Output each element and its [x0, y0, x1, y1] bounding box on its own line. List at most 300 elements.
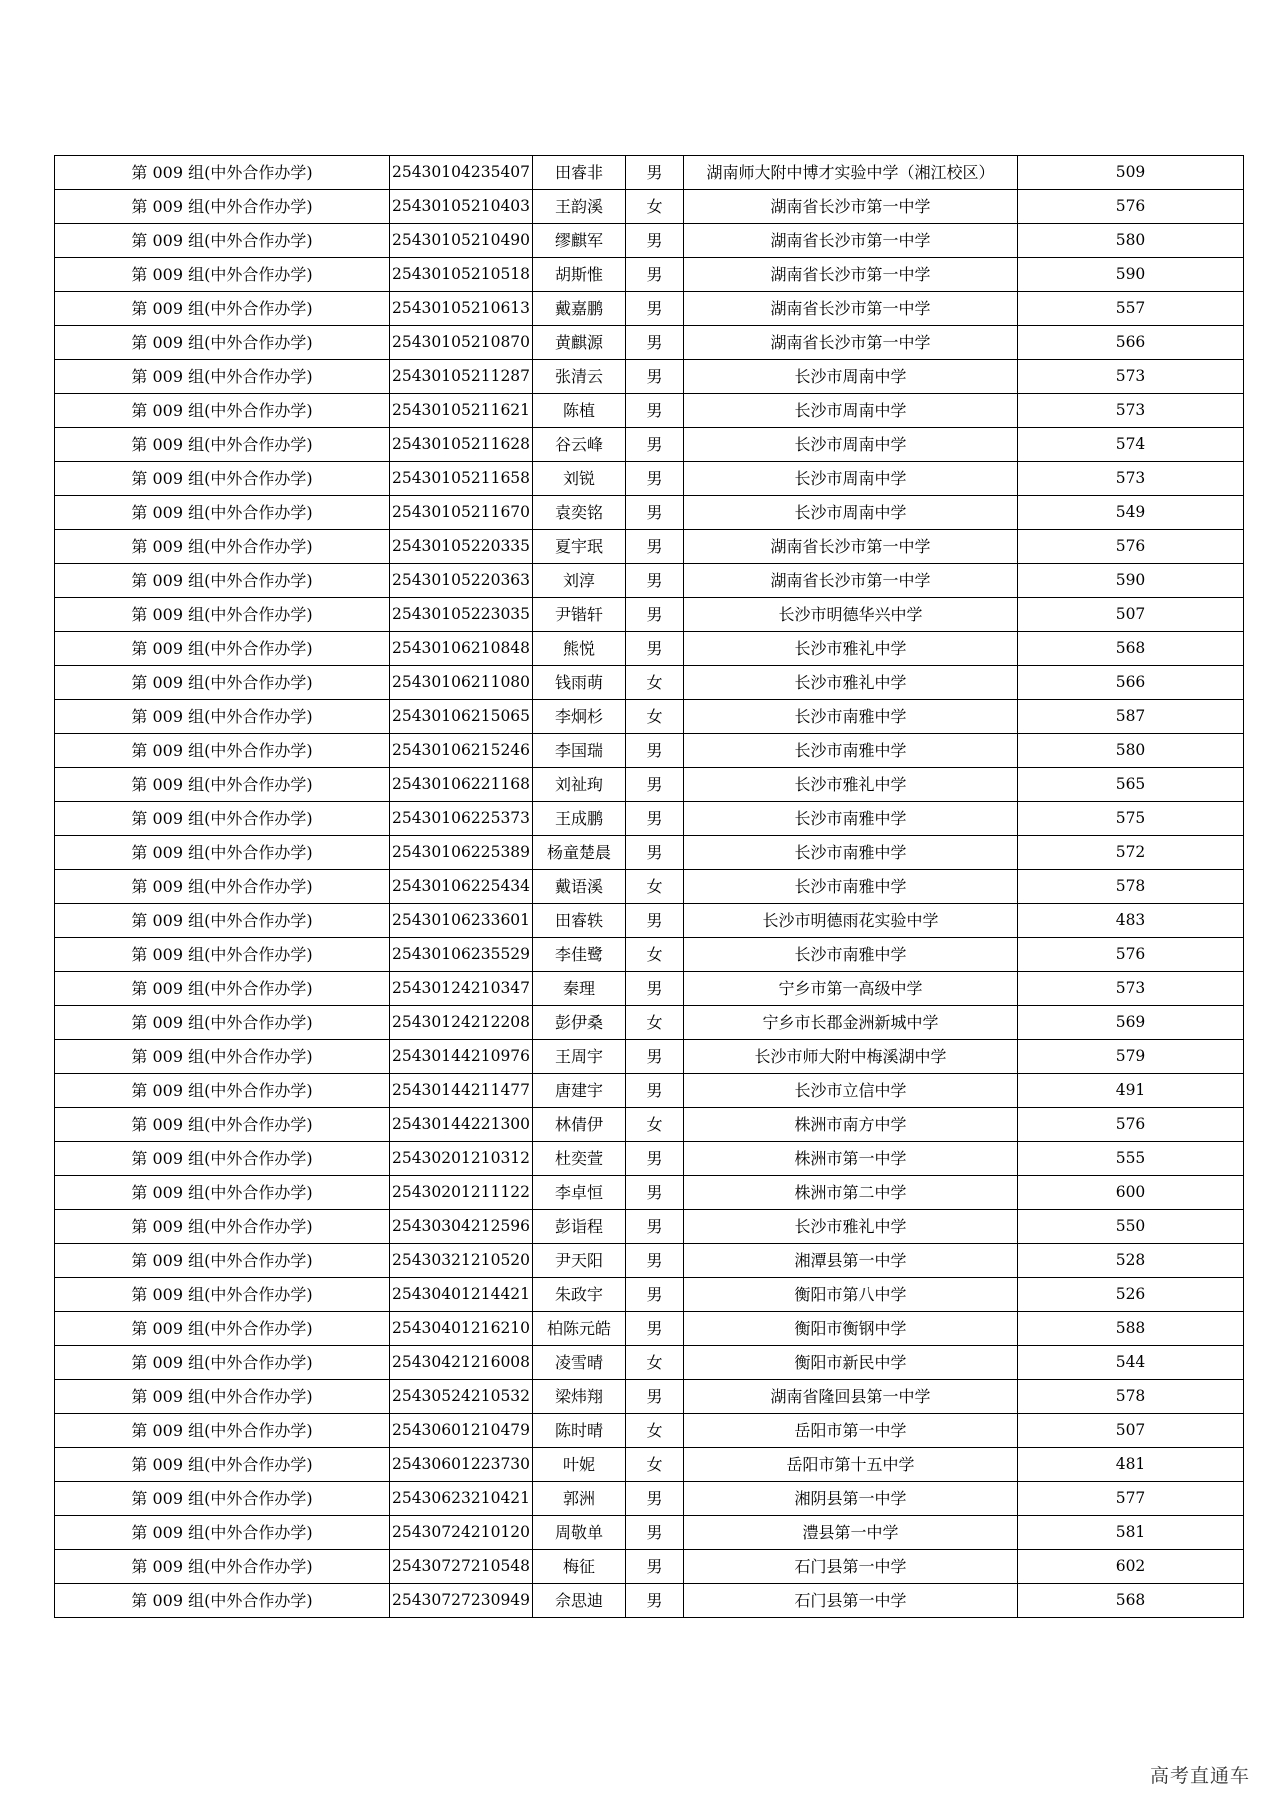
score-cell: 577	[1018, 1482, 1244, 1516]
candidate-id-cell: 25430144211477	[390, 1074, 533, 1108]
name-cell: 李卓恒	[533, 1176, 626, 1210]
school-cell: 长沙市明德雨花实验中学	[684, 904, 1018, 938]
candidate-id-cell: 25430201210312	[390, 1142, 533, 1176]
school-cell: 宁乡市长郡金洲新城中学	[684, 1006, 1018, 1040]
table-row	[55, 972, 1244, 1006]
school-cell: 长沙市立信中学	[684, 1074, 1018, 1108]
group-cell: 第 009 组(中外合作办学)	[55, 1176, 390, 1210]
gender-cell: 男	[626, 1176, 684, 1210]
group-cell: 第 009 组(中外合作办学)	[55, 496, 390, 530]
group-cell: 第 009 组(中外合作办学)	[55, 1516, 390, 1550]
gender-cell: 男	[626, 1550, 684, 1584]
gender-cell: 男	[626, 1210, 684, 1244]
school-cell: 湖南省长沙市第一中学	[684, 258, 1018, 292]
candidate-id-cell: 25430106225389	[390, 836, 533, 870]
school-cell: 湘阴县第一中学	[684, 1482, 1018, 1516]
group-cell: 第 009 组(中外合作办学)	[55, 156, 390, 190]
score-cell: 575	[1018, 802, 1244, 836]
gender-cell: 女	[626, 938, 684, 972]
gender-cell: 男	[626, 972, 684, 1006]
gender-cell: 男	[626, 156, 684, 190]
candidate-id-cell: 25430124212208	[390, 1006, 533, 1040]
name-cell: 尹锴轩	[533, 598, 626, 632]
score-cell: 566	[1018, 666, 1244, 700]
score-cell: 566	[1018, 326, 1244, 360]
group-cell: 第 009 组(中外合作办学)	[55, 1210, 390, 1244]
table-row	[55, 1584, 1244, 1618]
name-cell: 黄麒源	[533, 326, 626, 360]
candidate-id-cell: 25430105223035	[390, 598, 533, 632]
score-cell: 555	[1018, 1142, 1244, 1176]
gender-cell: 男	[626, 802, 684, 836]
score-cell: 578	[1018, 870, 1244, 904]
school-cell: 长沙市周南中学	[684, 360, 1018, 394]
table-row	[55, 632, 1244, 666]
school-cell: 长沙市南雅中学	[684, 836, 1018, 870]
gender-cell: 女	[626, 1414, 684, 1448]
group-cell: 第 009 组(中外合作办学)	[55, 802, 390, 836]
name-cell: 王周宇	[533, 1040, 626, 1074]
group-cell: 第 009 组(中外合作办学)	[55, 1584, 390, 1618]
gender-cell: 男	[626, 326, 684, 360]
score-cell: 544	[1018, 1346, 1244, 1380]
table-row	[55, 1142, 1244, 1176]
school-cell: 长沙市雅礼中学	[684, 666, 1018, 700]
gender-cell: 男	[626, 734, 684, 768]
table-row	[55, 564, 1244, 598]
name-cell: 柏陈元皓	[533, 1312, 626, 1346]
group-cell: 第 009 组(中外合作办学)	[55, 394, 390, 428]
school-cell: 衡阳市新民中学	[684, 1346, 1018, 1380]
candidate-id-cell: 25430105210870	[390, 326, 533, 360]
gender-cell: 女	[626, 190, 684, 224]
table-row	[55, 938, 1244, 972]
group-cell: 第 009 组(中外合作办学)	[55, 632, 390, 666]
table-row	[55, 496, 1244, 530]
gender-cell: 女	[626, 1448, 684, 1482]
name-cell: 佘思迪	[533, 1584, 626, 1618]
candidate-id-cell: 25430727230949	[390, 1584, 533, 1618]
score-cell: 590	[1018, 564, 1244, 598]
name-cell: 梁炜翔	[533, 1380, 626, 1414]
candidate-id-cell: 25430601223730	[390, 1448, 533, 1482]
table-body	[55, 156, 1244, 1618]
table-row	[55, 1516, 1244, 1550]
candidate-id-cell: 25430623210421	[390, 1482, 533, 1516]
candidate-id-cell: 25430105211658	[390, 462, 533, 496]
school-cell: 湘潭县第一中学	[684, 1244, 1018, 1278]
score-cell: 579	[1018, 1040, 1244, 1074]
school-cell: 湖南省长沙市第一中学	[684, 292, 1018, 326]
score-cell: 557	[1018, 292, 1244, 326]
candidate-id-cell: 25430106215246	[390, 734, 533, 768]
group-cell: 第 009 组(中外合作办学)	[55, 1312, 390, 1346]
gender-cell: 女	[626, 1108, 684, 1142]
school-cell: 长沙市雅礼中学	[684, 632, 1018, 666]
group-cell: 第 009 组(中外合作办学)	[55, 1244, 390, 1278]
gender-cell: 男	[626, 496, 684, 530]
gender-cell: 男	[626, 1244, 684, 1278]
group-cell: 第 009 组(中外合作办学)	[55, 258, 390, 292]
score-cell: 569	[1018, 1006, 1244, 1040]
gender-cell: 男	[626, 768, 684, 802]
group-cell: 第 009 组(中外合作办学)	[55, 1074, 390, 1108]
group-cell: 第 009 组(中外合作办学)	[55, 836, 390, 870]
table-row	[55, 1414, 1244, 1448]
group-cell: 第 009 组(中外合作办学)	[55, 1142, 390, 1176]
candidate-id-cell: 25430401216210	[390, 1312, 533, 1346]
score-cell: 573	[1018, 972, 1244, 1006]
table-row	[55, 360, 1244, 394]
school-cell: 株洲市南方中学	[684, 1108, 1018, 1142]
table-row	[55, 1380, 1244, 1414]
gender-cell: 男	[626, 1380, 684, 1414]
group-cell: 第 009 组(中外合作办学)	[55, 1346, 390, 1380]
name-cell: 张清云	[533, 360, 626, 394]
name-cell: 袁奕铭	[533, 496, 626, 530]
school-cell: 长沙市周南中学	[684, 462, 1018, 496]
candidate-id-cell: 25430304212596	[390, 1210, 533, 1244]
gender-cell: 男	[626, 428, 684, 462]
name-cell: 王成鹏	[533, 802, 626, 836]
score-cell: 602	[1018, 1550, 1244, 1584]
score-cell: 581	[1018, 1516, 1244, 1550]
school-cell: 长沙市南雅中学	[684, 802, 1018, 836]
name-cell: 周敬单	[533, 1516, 626, 1550]
score-cell: 507	[1018, 1414, 1244, 1448]
school-cell: 澧县第一中学	[684, 1516, 1018, 1550]
school-cell: 岳阳市第一中学	[684, 1414, 1018, 1448]
name-cell: 胡斯惟	[533, 258, 626, 292]
group-cell: 第 009 组(中外合作办学)	[55, 938, 390, 972]
gender-cell: 女	[626, 666, 684, 700]
candidate-id-cell: 25430105211621	[390, 394, 533, 428]
school-cell: 长沙市南雅中学	[684, 734, 1018, 768]
gender-cell: 男	[626, 904, 684, 938]
group-cell: 第 009 组(中外合作办学)	[55, 1006, 390, 1040]
name-cell: 朱政宇	[533, 1278, 626, 1312]
candidate-id-cell: 25430106221168	[390, 768, 533, 802]
score-cell: 509	[1018, 156, 1244, 190]
score-cell: 483	[1018, 904, 1244, 938]
name-cell: 熊悦	[533, 632, 626, 666]
table-row	[55, 326, 1244, 360]
candidate-id-cell: 25430106225434	[390, 870, 533, 904]
group-cell: 第 009 组(中外合作办学)	[55, 734, 390, 768]
score-cell: 568	[1018, 632, 1244, 666]
name-cell: 刘淳	[533, 564, 626, 598]
group-cell: 第 009 组(中外合作办学)	[55, 904, 390, 938]
gender-cell: 男	[626, 598, 684, 632]
gender-cell: 男	[626, 836, 684, 870]
name-cell: 戴嘉鹏	[533, 292, 626, 326]
group-cell: 第 009 组(中外合作办学)	[55, 360, 390, 394]
candidate-id-cell: 25430321210520	[390, 1244, 533, 1278]
score-cell: 576	[1018, 938, 1244, 972]
group-cell: 第 009 组(中外合作办学)	[55, 1482, 390, 1516]
candidate-id-cell: 25430106215065	[390, 700, 533, 734]
name-cell: 刘锐	[533, 462, 626, 496]
candidate-id-cell: 25430105211670	[390, 496, 533, 530]
candidate-id-cell: 25430724210120	[390, 1516, 533, 1550]
score-cell: 481	[1018, 1448, 1244, 1482]
group-cell: 第 009 组(中外合作办学)	[55, 224, 390, 258]
table-row	[55, 700, 1244, 734]
school-cell: 石门县第一中学	[684, 1584, 1018, 1618]
score-cell: 491	[1018, 1074, 1244, 1108]
score-cell: 576	[1018, 190, 1244, 224]
name-cell: 郭洲	[533, 1482, 626, 1516]
school-cell: 长沙市师大附中梅溪湖中学	[684, 1040, 1018, 1074]
score-cell: 573	[1018, 360, 1244, 394]
table-row	[55, 428, 1244, 462]
table-row	[55, 1006, 1244, 1040]
table-row	[55, 292, 1244, 326]
group-cell: 第 009 组(中外合作办学)	[55, 530, 390, 564]
name-cell: 李佳鹭	[533, 938, 626, 972]
name-cell: 凌雪晴	[533, 1346, 626, 1380]
school-cell: 湖南师大附中博才实验中学（湘江校区）	[684, 156, 1018, 190]
school-cell: 衡阳市第八中学	[684, 1278, 1018, 1312]
gender-cell: 女	[626, 870, 684, 904]
name-cell: 夏宇珉	[533, 530, 626, 564]
candidate-id-cell: 25430104235407	[390, 156, 533, 190]
school-cell: 长沙市南雅中学	[684, 700, 1018, 734]
name-cell: 李炯杉	[533, 700, 626, 734]
gender-cell: 男	[626, 1584, 684, 1618]
group-cell: 第 009 组(中外合作办学)	[55, 972, 390, 1006]
score-cell: 578	[1018, 1380, 1244, 1414]
school-cell: 衡阳市衡钢中学	[684, 1312, 1018, 1346]
name-cell: 钱雨萌	[533, 666, 626, 700]
score-cell: 576	[1018, 1108, 1244, 1142]
candidate-id-cell: 25430106225373	[390, 802, 533, 836]
table-row	[55, 530, 1244, 564]
table-row	[55, 394, 1244, 428]
admission-table	[54, 155, 1244, 1618]
table-row	[55, 1176, 1244, 1210]
gender-cell: 男	[626, 1482, 684, 1516]
school-cell: 湖南省长沙市第一中学	[684, 530, 1018, 564]
table-row	[55, 1448, 1244, 1482]
candidate-id-cell: 25430601210479	[390, 1414, 533, 1448]
score-cell: 526	[1018, 1278, 1244, 1312]
name-cell: 梅征	[533, 1550, 626, 1584]
school-cell: 湖南省长沙市第一中学	[684, 190, 1018, 224]
gender-cell: 男	[626, 1278, 684, 1312]
table-row	[55, 258, 1244, 292]
group-cell: 第 009 组(中外合作办学)	[55, 1414, 390, 1448]
group-cell: 第 009 组(中外合作办学)	[55, 462, 390, 496]
table-row	[55, 1074, 1244, 1108]
group-cell: 第 009 组(中外合作办学)	[55, 292, 390, 326]
school-cell: 长沙市雅礼中学	[684, 768, 1018, 802]
gender-cell: 男	[626, 1312, 684, 1346]
school-cell: 长沙市明德华兴中学	[684, 598, 1018, 632]
candidate-id-cell: 25430105211628	[390, 428, 533, 462]
score-cell: 588	[1018, 1312, 1244, 1346]
score-cell: 507	[1018, 598, 1244, 632]
candidate-id-cell: 25430105210490	[390, 224, 533, 258]
name-cell: 陈植	[533, 394, 626, 428]
candidate-id-cell: 25430105210403	[390, 190, 533, 224]
group-cell: 第 009 组(中外合作办学)	[55, 1448, 390, 1482]
gender-cell: 男	[626, 292, 684, 326]
candidate-id-cell: 25430201211122	[390, 1176, 533, 1210]
gender-cell: 男	[626, 1074, 684, 1108]
name-cell: 林倩伊	[533, 1108, 626, 1142]
name-cell: 叶妮	[533, 1448, 626, 1482]
name-cell: 谷云峰	[533, 428, 626, 462]
gender-cell: 男	[626, 564, 684, 598]
table-row	[55, 1108, 1244, 1142]
group-cell: 第 009 组(中外合作办学)	[55, 666, 390, 700]
group-cell: 第 009 组(中外合作办学)	[55, 870, 390, 904]
name-cell: 陈时晴	[533, 1414, 626, 1448]
name-cell: 王韵溪	[533, 190, 626, 224]
candidate-id-cell: 25430421216008	[390, 1346, 533, 1380]
gender-cell: 女	[626, 1006, 684, 1040]
name-cell: 刘祉珣	[533, 768, 626, 802]
candidate-id-cell: 25430144210976	[390, 1040, 533, 1074]
candidate-id-cell: 25430524210532	[390, 1380, 533, 1414]
school-cell: 湖南省长沙市第一中学	[684, 326, 1018, 360]
table-row	[55, 1550, 1244, 1584]
gender-cell: 男	[626, 258, 684, 292]
gender-cell: 女	[626, 1346, 684, 1380]
school-cell: 宁乡市第一高级中学	[684, 972, 1018, 1006]
school-cell: 株洲市第一中学	[684, 1142, 1018, 1176]
group-cell: 第 009 组(中外合作办学)	[55, 564, 390, 598]
watermark: 高考直通车	[1149, 1765, 1250, 1787]
score-cell: 528	[1018, 1244, 1244, 1278]
score-cell: 600	[1018, 1176, 1244, 1210]
score-cell: 573	[1018, 462, 1244, 496]
gender-cell: 男	[626, 360, 684, 394]
gender-cell: 男	[626, 530, 684, 564]
name-cell: 尹天阳	[533, 1244, 626, 1278]
school-cell: 长沙市南雅中学	[684, 870, 1018, 904]
school-cell: 湖南省长沙市第一中学	[684, 564, 1018, 598]
candidate-id-cell: 25430105210613	[390, 292, 533, 326]
school-cell: 长沙市南雅中学	[684, 938, 1018, 972]
candidate-id-cell: 25430727210548	[390, 1550, 533, 1584]
gender-cell: 男	[626, 1142, 684, 1176]
gender-cell: 男	[626, 1516, 684, 1550]
candidate-id-cell: 25430105220363	[390, 564, 533, 598]
name-cell: 李国瑞	[533, 734, 626, 768]
table-row	[55, 1312, 1244, 1346]
gender-cell: 男	[626, 394, 684, 428]
table-row	[55, 598, 1244, 632]
score-cell: 572	[1018, 836, 1244, 870]
school-cell: 株洲市第二中学	[684, 1176, 1018, 1210]
group-cell: 第 009 组(中外合作办学)	[55, 428, 390, 462]
group-cell: 第 009 组(中外合作办学)	[55, 700, 390, 734]
table-row	[55, 802, 1244, 836]
table-row	[55, 1244, 1244, 1278]
school-cell: 长沙市周南中学	[684, 428, 1018, 462]
score-cell: 576	[1018, 530, 1244, 564]
score-cell: 580	[1018, 734, 1244, 768]
score-cell: 580	[1018, 224, 1244, 258]
table-row	[55, 904, 1244, 938]
candidate-id-cell: 25430401214421	[390, 1278, 533, 1312]
table-row	[55, 1040, 1244, 1074]
school-cell: 石门县第一中学	[684, 1550, 1018, 1584]
name-cell: 田睿轶	[533, 904, 626, 938]
gender-cell: 男	[626, 1040, 684, 1074]
table-row	[55, 1482, 1244, 1516]
score-cell: 573	[1018, 394, 1244, 428]
candidate-id-cell: 25430105211287	[390, 360, 533, 394]
table-row	[55, 190, 1244, 224]
score-cell: 550	[1018, 1210, 1244, 1244]
school-cell: 长沙市雅礼中学	[684, 1210, 1018, 1244]
gender-cell: 女	[626, 700, 684, 734]
table-row	[55, 734, 1244, 768]
gender-cell: 男	[626, 462, 684, 496]
group-cell: 第 009 组(中外合作办学)	[55, 190, 390, 224]
score-cell: 590	[1018, 258, 1244, 292]
group-cell: 第 009 组(中外合作办学)	[55, 1278, 390, 1312]
group-cell: 第 009 组(中外合作办学)	[55, 326, 390, 360]
table-row	[55, 1346, 1244, 1380]
name-cell: 杨童楚晨	[533, 836, 626, 870]
name-cell: 唐建宇	[533, 1074, 626, 1108]
group-cell: 第 009 组(中外合作办学)	[55, 1550, 390, 1584]
candidate-id-cell: 25430105220335	[390, 530, 533, 564]
table-row	[55, 870, 1244, 904]
name-cell: 戴语溪	[533, 870, 626, 904]
school-cell: 长沙市周南中学	[684, 394, 1018, 428]
candidate-id-cell: 25430144221300	[390, 1108, 533, 1142]
group-cell: 第 009 组(中外合作办学)	[55, 598, 390, 632]
gender-cell: 男	[626, 632, 684, 666]
group-cell: 第 009 组(中外合作办学)	[55, 1108, 390, 1142]
candidate-id-cell: 25430106235529	[390, 938, 533, 972]
table-row	[55, 156, 1244, 190]
school-cell: 岳阳市第十五中学	[684, 1448, 1018, 1482]
name-cell: 彭伊桑	[533, 1006, 626, 1040]
group-cell: 第 009 组(中外合作办学)	[55, 1380, 390, 1414]
group-cell: 第 009 组(中外合作办学)	[55, 768, 390, 802]
score-cell: 565	[1018, 768, 1244, 802]
table-row	[55, 1278, 1244, 1312]
score-cell: 587	[1018, 700, 1244, 734]
table-row	[55, 1210, 1244, 1244]
candidate-id-cell: 25430124210347	[390, 972, 533, 1006]
score-cell: 549	[1018, 496, 1244, 530]
candidate-id-cell: 25430106233601	[390, 904, 533, 938]
table-row	[55, 836, 1244, 870]
name-cell: 秦理	[533, 972, 626, 1006]
school-cell: 长沙市周南中学	[684, 496, 1018, 530]
candidate-id-cell: 25430106211080	[390, 666, 533, 700]
name-cell: 缪麒军	[533, 224, 626, 258]
gender-cell: 男	[626, 224, 684, 258]
table-row	[55, 462, 1244, 496]
candidate-id-cell: 25430105210518	[390, 258, 533, 292]
name-cell: 彭诣程	[533, 1210, 626, 1244]
candidate-id-cell: 25430106210848	[390, 632, 533, 666]
name-cell: 杜奕萱	[533, 1142, 626, 1176]
name-cell: 田睿非	[533, 156, 626, 190]
score-cell: 574	[1018, 428, 1244, 462]
group-cell: 第 009 组(中外合作办学)	[55, 1040, 390, 1074]
table-row	[55, 768, 1244, 802]
table-row	[55, 224, 1244, 258]
